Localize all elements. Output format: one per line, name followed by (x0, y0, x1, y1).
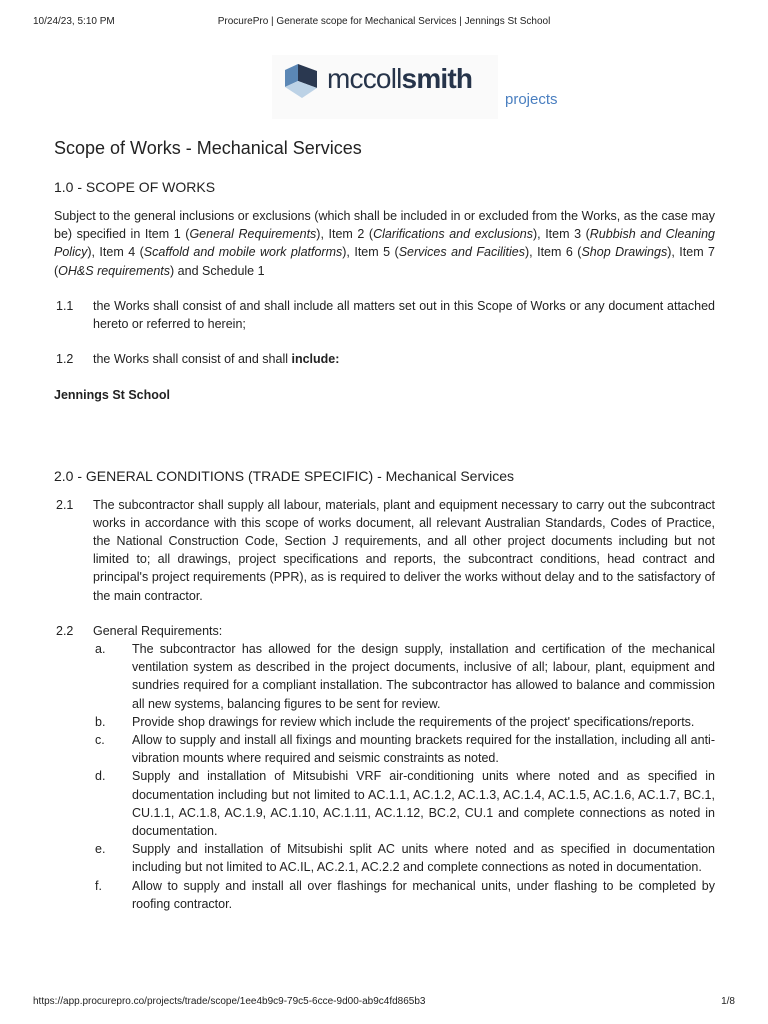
document-body (54, 136, 715, 913)
list-item-text: Provide shop drawings for review which include the requirements of the project' specifications/reports. (132, 714, 695, 729)
intro-text-run: ), Item 3 ( (533, 227, 590, 242)
clause-text: the Works shall consist of and shall include all matters set out in this Scope of Works or any document attached hereto or referred to herein; (93, 298, 715, 332)
list-item (54, 713, 715, 731)
item-reference: OH&S requirements (58, 263, 171, 278)
intro-text-run: ), Item 4 ( (87, 245, 144, 260)
print-header (33, 16, 735, 30)
logo-mark-icon (284, 64, 320, 100)
list-item-letter: d. (95, 769, 106, 784)
item-reference: General Requirements (189, 227, 317, 242)
list-item (54, 731, 715, 767)
intro-text-run: ), Item 2 ( (316, 227, 374, 242)
clause-2-1 (54, 496, 715, 605)
item-reference: Scaffold and mobile work platforms (143, 245, 343, 260)
section-1-intro (54, 207, 715, 280)
item-reference: Clarifications and exclusions (373, 227, 533, 242)
print-datetime: 10/24/23, 5:10 PM (33, 16, 115, 27)
list-item-text: The subcontractor has allowed for the design supply, installation and certification of the mechanical ventilation system as described in the project documents, inclusive of all; labour, plant, equipment and sundries required for a compliant installation. The subcontractor has allowed to balance and commission all new systems, balancing figures to be sent for review. (132, 642, 715, 711)
list-item-text: Supply and installation of Mitsubishi VRF air-conditioning units where noted and as specified in documentation including but not limited to AC.1.1, AC.1.2, AC.1.3, AC.1.4, AC.1.5, AC.1.6, AC.1.7, BC.1, CU.1.1, AC.1.8, AC.1.9, AC.1.10, AC.1.11, AC.1.12, BC.2, CU.1 and complete connections as noted in documentation. (132, 769, 715, 839)
section-2-heading: 2.0 - GENERAL CONDITIONS (TRADE SPECIFIC) - Mechanical Services (54, 467, 515, 484)
document-title: Scope of Works - Mechanical Services (54, 138, 362, 158)
clause-1-2 (54, 350, 715, 368)
clause-number: 2.1 (56, 497, 74, 512)
print-page-number: 1/8 (721, 996, 735, 1007)
clause-text: The subcontractor shall supply all labour, materials, plant and equipment necessary to carry out the subcontract works in accordance with this scope of works document, all relevant Australian Standards, Codes of Practice, the National Construction Code, Section J requirements, and all other project documents including but not limited to; all drawings, project specifications and reports, the subcontract conditions, head contract and principal's project requirements (PPR), as is required to deliver the works without delay and to the satisfactory of the main contractor. (93, 497, 715, 603)
list-item-text: Supply and installation of Mitsubishi split AC units where noted and as specified in documentation including but not limited to AC.IL, AC.2.1, AC.2.2 and complete connections as noted in documentation. (132, 842, 715, 875)
intro-text-run: ), Item 7 ( (54, 245, 716, 278)
company-logo (272, 55, 558, 119)
intro-text-run: ), Item 6 ( (525, 245, 582, 260)
list-item (54, 877, 715, 913)
logo-wordmark: mccollsmith (327, 63, 473, 94)
list-item-letter: e. (95, 842, 106, 857)
clause-label: General Requirements: (93, 623, 223, 638)
intro-text-run: ), Item 5 ( (342, 245, 399, 260)
list-item-text: Allow to supply and install all over flashings for mechanical units, under flashing to be completed by roofing contractor. (132, 878, 715, 911)
item-reference: Services and Facilities (398, 245, 526, 260)
item-reference: Shop Drawings (581, 245, 668, 260)
print-footer (33, 996, 735, 1010)
clause-number: 2.2 (56, 623, 74, 638)
logo-subword: projects (505, 91, 558, 108)
list-item-letter: b. (95, 714, 106, 729)
list-item (54, 767, 715, 840)
clause-2-2 (54, 622, 715, 640)
print-url: https://app.procurepro.co/projects/trade/scope/1ee4b9c9-79c5-6cce-9d00-ab9c4fd865b3 (33, 996, 426, 1007)
list-item-text: Allow to supply and install all fixings and mounting brackets required for the installation, including all anti-vibration mounts where required and seismic constraints as noted. (132, 733, 715, 766)
project-name: Jennings St School (54, 388, 170, 403)
intro-text-run: ) and Schedule 1 (170, 263, 265, 278)
list-item-letter: f. (95, 878, 102, 893)
list-item-letter: c. (95, 733, 105, 748)
intro-text-run: Subject to the general inclusions or exclusions (which shall be included in or excluded from the Works, as the case may be) specified in Item 1 ( (54, 209, 715, 242)
clause-number: 1.1 (56, 298, 74, 313)
section-1-heading: 1.0 - SCOPE OF WORKS (54, 179, 216, 195)
clause-text: the Works shall consist of and shall (93, 352, 292, 367)
clause-number: 1.2 (56, 352, 74, 367)
item-reference: Rubbish and Cleaning Policy (54, 227, 715, 260)
general-requirements-list (54, 640, 715, 913)
list-item-letter: a. (95, 642, 106, 657)
list-item (54, 840, 715, 876)
print-page-title: ProcurePro | Generate scope for Mechanical Services | Jennings St School (217, 16, 551, 27)
clause-1-1 (54, 297, 715, 333)
list-item (54, 640, 715, 713)
clause-bold-text: include: (291, 352, 340, 367)
